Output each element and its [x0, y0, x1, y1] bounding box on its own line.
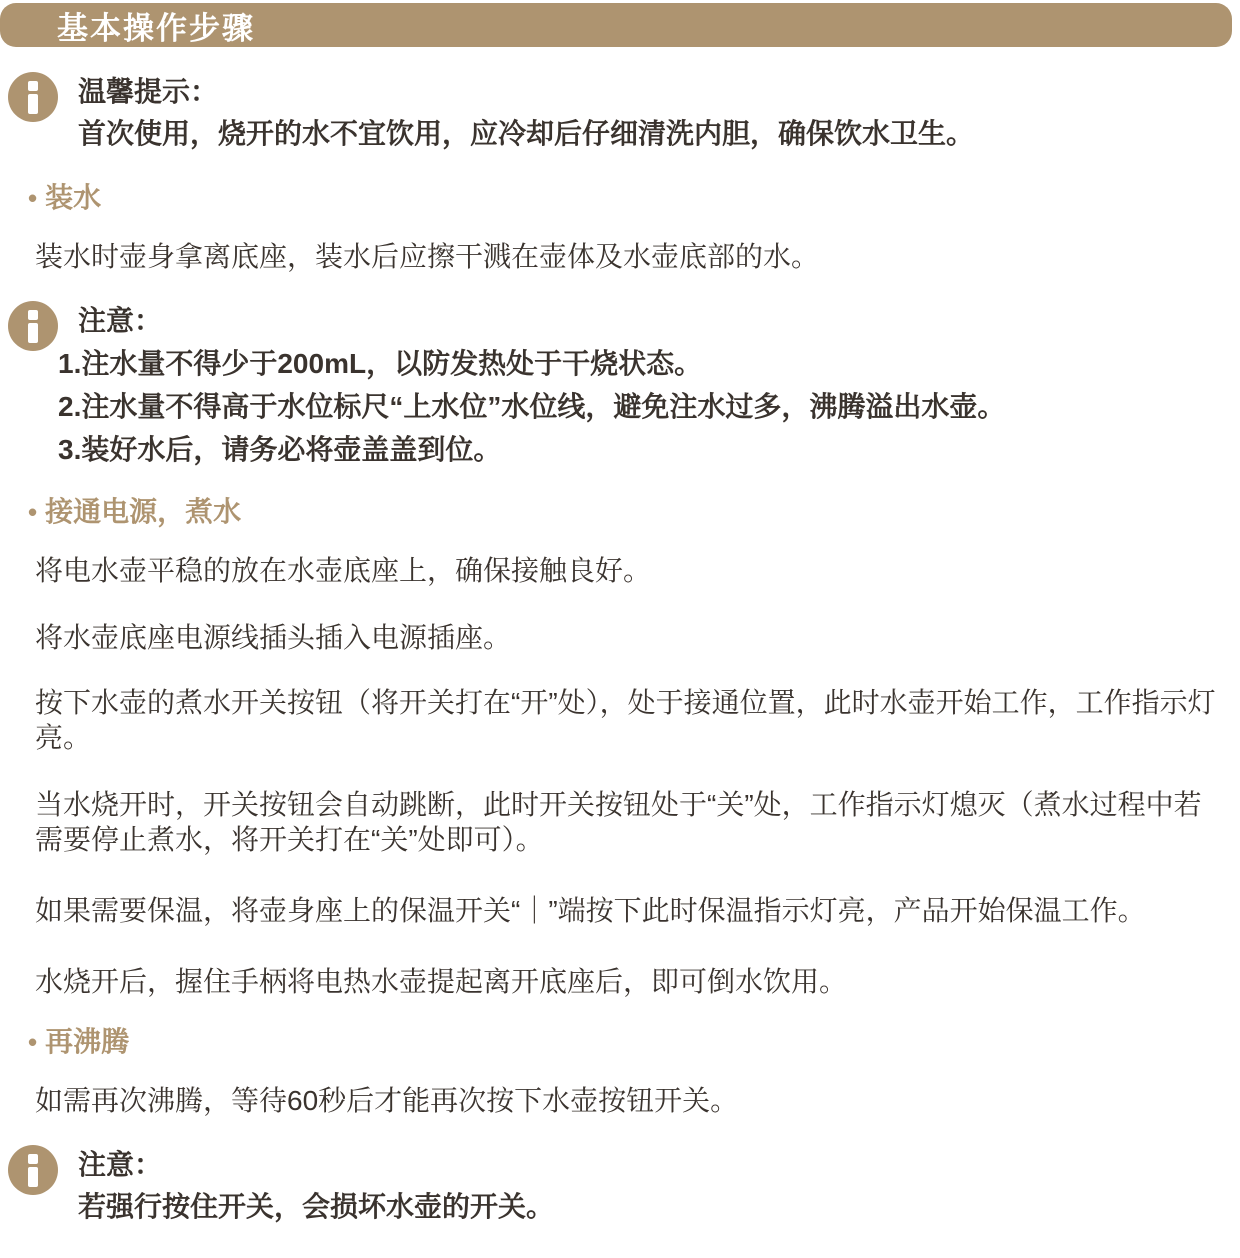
paragraph-auto-off: 当水烧开时，开关按钮会自动跳断，此时开关按钮处于“关”处，工作指示灯熄灭（煮水过程中若需要停止煮水，将开关打在“关”处即可）。 — [35, 789, 1202, 855]
note-tip-label: 温馨提示： — [78, 76, 219, 107]
note-icon-column — [0, 71, 58, 122]
info-icon — [8, 72, 58, 122]
note-fill-item-3: 3.装好水后，请务必将壶盖盖到位。 — [58, 434, 502, 465]
page-title: 基本操作步骤 — [57, 10, 255, 46]
info-icon-stem — [28, 323, 38, 343]
paragraph-press-switch: 按下水壶的煮水开关按钮（将开关打在“开”处），处于接通位置，此时水壶开始工作，工作指示灯亮。 — [35, 687, 1216, 753]
section-heading-power-boil — [28, 497, 1240, 527]
section-title-bar — [0, 3, 1232, 47]
note-content — [58, 71, 1240, 155]
info-icon-dot — [28, 81, 38, 91]
paragraph-place-kettle: 将电水壶平稳的放在水壶底座上，确保接触良好。 — [35, 555, 652, 586]
info-icon-dot — [28, 310, 38, 320]
bullet-icon: • — [28, 1027, 38, 1057]
note-content — [58, 300, 1240, 471]
paragraph-plug-in: 将水壶底座电源线插头插入电源插座。 — [35, 622, 512, 653]
note-switch-text: 若强行按住开关，会损坏水壶的开关。 — [78, 1191, 555, 1222]
note-switch-warning — [0, 1144, 1240, 1228]
section-heading-fill-water — [28, 183, 1240, 213]
paragraph-pour-water: 水烧开后，握住手柄将电热水壶提起离开底座后，即可倒水饮用。 — [35, 966, 848, 997]
note-tip — [0, 71, 1240, 155]
note-fill-item-1: 1.注水量不得少于200mL，以防发热处于干烧状态。 — [58, 348, 703, 379]
bullet-icon: • — [28, 183, 38, 213]
section-heading-label: 装水 — [45, 182, 102, 213]
note-fill-label: 注意： — [78, 305, 163, 336]
note-switch-label: 注意： — [78, 1149, 163, 1180]
paragraph-keep-warm: 如果需要保温，将壶身座上的保温开关“｜”端按下此时保温指示灯亮，产品开始保温工作。 — [35, 895, 1146, 926]
info-icon — [8, 1145, 58, 1195]
paragraph-fill-water: 装水时壶身拿离底座，装水后应擦干溅在壶体及水壶底部的水。 — [35, 241, 820, 272]
section-heading-label: 再沸腾 — [45, 1026, 130, 1057]
note-fill-item-2: 2.注水量不得高于水位标尺“上水位”水位线，避免注水过多，沸腾溢出水壶。 — [58, 391, 1006, 422]
note-tip-text: 首次使用，烧开的水不宜饮用，应冷却后仔细清洗内胆，确保饮水卫生。 — [78, 118, 975, 149]
info-icon-stem — [28, 1167, 38, 1187]
note-fill-warning — [0, 300, 1240, 471]
note-content — [58, 1144, 1240, 1228]
paragraph-reboil: 如需再次沸腾，等待60秒后才能再次按下水壶按钮开关。 — [35, 1085, 739, 1116]
info-icon-dot — [28, 1154, 38, 1164]
bullet-icon: • — [28, 497, 38, 527]
note-icon-column — [0, 300, 58, 351]
section-heading-label: 接通电源，煮水 — [45, 496, 242, 527]
section-heading-reboil — [28, 1027, 1240, 1057]
note-icon-column — [0, 1144, 58, 1195]
info-icon-stem — [28, 94, 38, 114]
info-icon — [8, 301, 58, 351]
